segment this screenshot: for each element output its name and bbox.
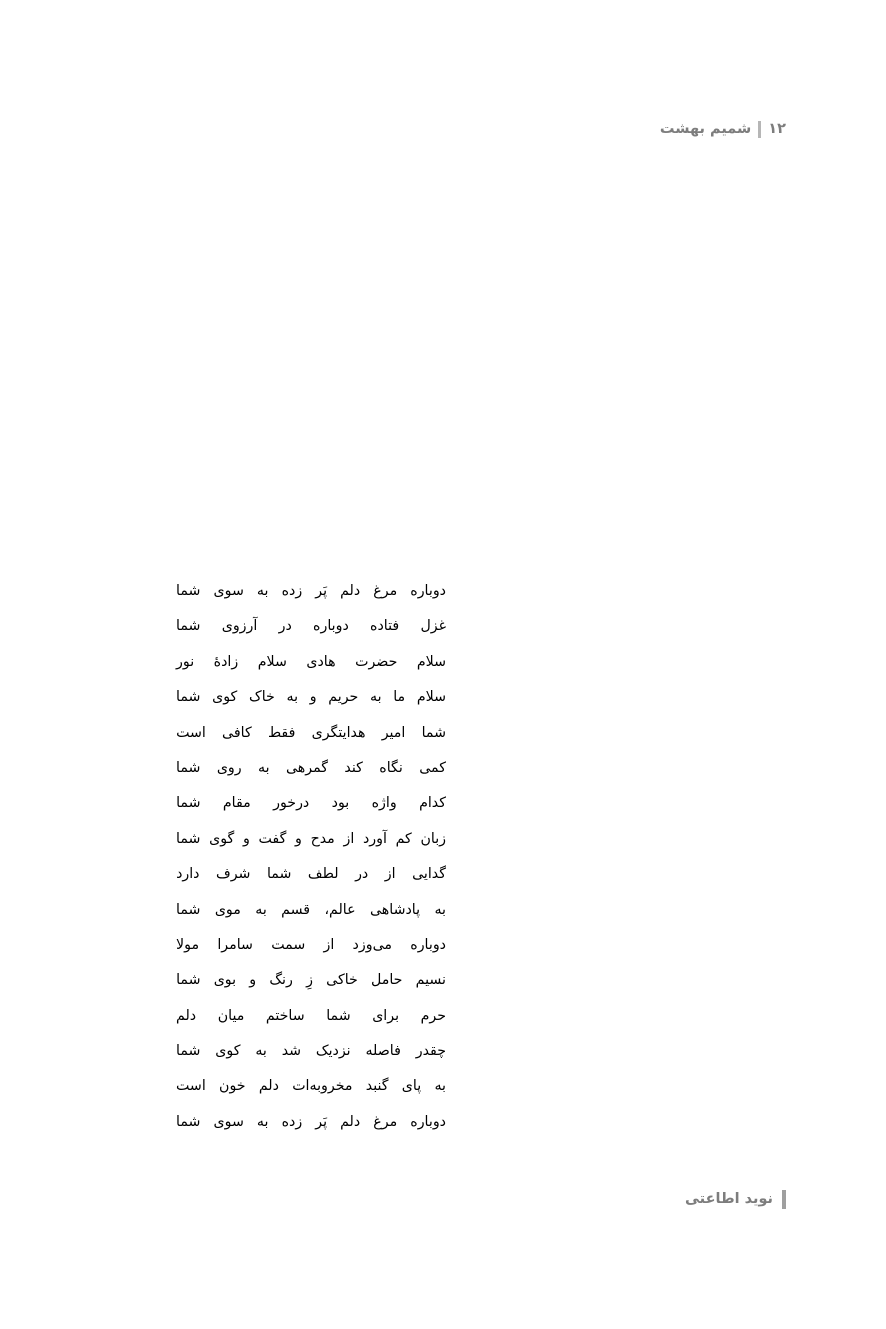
verse-word: مخروبه‌ات: [292, 1078, 353, 1095]
verse-word: نگاه: [379, 759, 403, 776]
verse-word: در: [278, 618, 292, 635]
verse-word: برای: [372, 1007, 400, 1024]
verse-word: بوی: [213, 972, 237, 989]
verse-word: کند: [344, 759, 363, 776]
verse-word: لطف: [307, 866, 339, 883]
verse-word: خاک: [249, 689, 275, 706]
verse-word: حامل: [371, 972, 403, 989]
verse-word: گفت: [258, 830, 287, 847]
verse-word: غزل: [420, 618, 446, 635]
verse-line: [176, 1008, 446, 1043]
verse-word: سلام: [416, 653, 446, 670]
verse-word: مرغ: [373, 583, 398, 599]
verse-word: هدایتگری: [311, 724, 366, 741]
verse-word: دوباره: [313, 618, 349, 635]
author-name: نوید اطاعتی: [685, 1191, 773, 1208]
page-number: ۱۲: [768, 121, 786, 138]
verse-word: و: [309, 689, 317, 706]
verse-line: [176, 760, 446, 795]
verse-word: سلام: [416, 689, 446, 706]
verse-word: آرزوی: [221, 618, 258, 635]
verse-word: شما: [176, 830, 201, 847]
verse-word: آورد: [362, 830, 387, 847]
verse-line: [176, 866, 446, 901]
verse-word: مرغ: [373, 1113, 398, 1130]
verse-word: هادی: [306, 653, 336, 670]
verse-word: روی: [216, 759, 242, 776]
verse-line: [176, 795, 446, 830]
verse-word: از: [384, 866, 396, 883]
verse-word: دوباره: [410, 583, 446, 599]
verse-word: سوی: [213, 1113, 244, 1130]
verse-word: زده: [281, 1113, 303, 1130]
verse-word: قسم: [281, 901, 311, 918]
verse-word: به: [256, 1113, 269, 1130]
verse-word: درخور: [273, 795, 310, 812]
verse-word: مدح: [310, 830, 335, 847]
verse-word: گوی: [209, 830, 235, 847]
verse-word: به: [369, 689, 382, 706]
verse-word: گدایی: [412, 866, 446, 883]
verse-word: سمت: [271, 936, 306, 953]
verse-word: دلم: [258, 1078, 279, 1095]
verse-word: کمی: [419, 759, 446, 776]
verse-word: واژه: [371, 795, 397, 812]
verse-word: پادشاهی: [369, 901, 421, 918]
verse-word: خاکی: [326, 972, 358, 989]
verse-word: شما: [176, 795, 201, 812]
verse-word: فتاده: [370, 618, 400, 635]
verse-word: زده: [281, 583, 303, 599]
verse-word: گمرهی: [285, 759, 329, 776]
verse-word: شما: [176, 901, 201, 918]
verse-line: [176, 725, 446, 760]
verse-word: به: [434, 901, 446, 918]
verse-word: حریم: [328, 689, 359, 706]
verse-word: عالم،: [324, 901, 356, 918]
verse-word: موی: [214, 901, 241, 918]
verse-word: شرف: [216, 866, 251, 883]
verse-word: پَر: [315, 583, 328, 599]
verse-line: [176, 1114, 446, 1149]
running-header: [660, 121, 786, 138]
verse-line: [176, 689, 446, 724]
verse-word: به: [434, 1078, 446, 1095]
verse-word: پای: [401, 1078, 422, 1095]
verse-word: شما: [176, 972, 201, 989]
book-title: شمیم بهشت: [659, 121, 752, 138]
verse-word: از: [323, 936, 335, 953]
running-footer: [685, 1190, 786, 1209]
verse-word: نسیم: [415, 972, 446, 989]
verse-word: به: [255, 901, 267, 918]
verse-word: شما: [176, 689, 201, 706]
verse-word: کوی: [215, 1043, 241, 1060]
verse-word: کافی: [222, 724, 252, 741]
verse-line: [176, 583, 446, 618]
verse-word: دلم: [176, 1007, 197, 1024]
verse-word: به: [255, 1043, 267, 1060]
verse-word: رنگ: [269, 972, 293, 989]
verse-word: شد: [281, 1043, 302, 1060]
poem-body: [176, 583, 446, 1149]
verse-word: به: [286, 689, 299, 706]
verse-word: دوباره: [410, 936, 446, 953]
verse-word: می‌وزد: [352, 936, 392, 953]
verse-word: فاصله: [365, 1043, 401, 1060]
verse-word: شما: [176, 1043, 201, 1060]
verse-word: فقط: [267, 724, 296, 741]
verse-word: شما: [326, 1007, 351, 1024]
verse-word: زبان: [420, 830, 446, 847]
verse-word: کدام: [419, 795, 446, 812]
verse-word: از: [343, 830, 355, 847]
verse-word: شما: [176, 618, 201, 635]
verse-word: سوی: [213, 583, 244, 599]
verse-word: نور: [176, 653, 195, 670]
verse-word: ما: [393, 689, 406, 706]
verse-word: میان: [217, 1007, 245, 1024]
verse-line: [176, 902, 446, 937]
verse-word: سامرا: [217, 936, 253, 953]
verse-word: پَر: [315, 1113, 328, 1130]
verse-word: است: [176, 724, 206, 741]
verse-word: در: [355, 866, 369, 883]
verse-word: نزدیک: [315, 1043, 351, 1060]
verse-word: شما: [266, 866, 292, 883]
footer-divider-rule: [782, 1190, 786, 1209]
verse-word: امیر: [381, 724, 406, 741]
verse-word: کم: [395, 830, 412, 847]
verse-word: و: [295, 830, 302, 847]
verse-word: زِ: [306, 972, 313, 989]
verse-word: دارد: [176, 866, 200, 883]
verse-word: کوی: [212, 689, 238, 706]
verse-line: [176, 654, 446, 689]
verse-word: چقدر: [415, 1043, 446, 1060]
verse-line: [176, 831, 446, 866]
verse-word: سلام: [257, 653, 287, 670]
verse-word: و: [242, 830, 250, 847]
verse-word: است: [176, 1078, 206, 1095]
verse-line: [176, 937, 446, 972]
verse-word: حضرت: [355, 653, 398, 670]
verse-word: شما: [176, 583, 201, 599]
verse-word: گنبد: [365, 1078, 389, 1095]
verse-word: و: [249, 972, 257, 989]
verse-word: خون: [219, 1078, 246, 1095]
verse-word: شما: [176, 1113, 201, 1130]
header-divider-rule: [758, 121, 761, 138]
verse-line: [176, 618, 446, 653]
verse-word: دلم: [340, 583, 361, 599]
verse-line: [176, 1043, 446, 1078]
verse-word: شما: [176, 759, 201, 776]
verse-word: دوباره: [410, 1113, 446, 1130]
verse-word: مولا: [176, 936, 200, 953]
verse-word: حرم: [420, 1007, 446, 1024]
verse-line: [176, 972, 446, 1007]
verse-word: زادۀ: [213, 653, 239, 670]
verse-line: [176, 1078, 446, 1113]
verse-word: بود: [331, 795, 350, 812]
verse-word: دلم: [340, 1113, 361, 1130]
verse-word: به: [258, 759, 270, 776]
verse-word: به: [256, 583, 269, 599]
verse-word: شما: [421, 724, 446, 741]
verse-word: مقام: [222, 795, 251, 812]
verse-word: ساختم: [265, 1007, 305, 1024]
